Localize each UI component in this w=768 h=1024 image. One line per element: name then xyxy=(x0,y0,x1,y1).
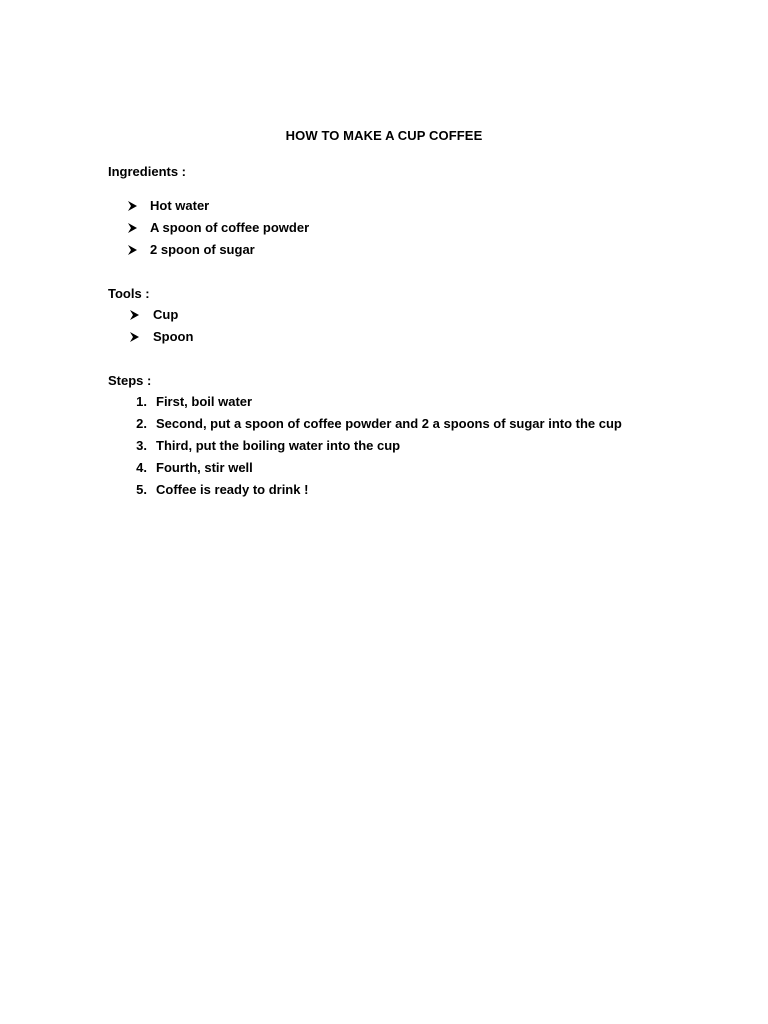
ingredient-label: 2 spoon of sugar xyxy=(150,242,255,257)
ingredient-label: Hot water xyxy=(150,198,210,213)
step-text: Coffee is ready to drink ! xyxy=(156,482,309,497)
tools-heading: Tools : xyxy=(108,286,150,301)
step-text: First, boil water xyxy=(156,394,253,409)
ingredient-label: A spoon of coffee powder xyxy=(150,220,310,235)
arrowhead-bullet-icon xyxy=(128,223,137,233)
arrowhead-bullet-icon xyxy=(130,332,139,342)
tool-label: Spoon xyxy=(153,329,194,344)
arrowhead-bullet-icon xyxy=(128,201,137,211)
arrowhead-bullet-icon xyxy=(130,310,139,320)
steps-heading: Steps : xyxy=(108,373,152,388)
step-number: 4. xyxy=(136,460,147,475)
step-number: 1. xyxy=(136,394,147,409)
step-text: Third, put the boiling water into the cup xyxy=(156,438,401,453)
step-text: Second, put a spoon of coffee powder and 2 a spoons of sugar into the cup xyxy=(156,416,622,431)
tool-label: Cup xyxy=(153,307,179,322)
arrowhead-bullet-icon xyxy=(128,245,137,255)
ingredients-heading: Ingredients : xyxy=(108,164,187,179)
step-number: 3. xyxy=(136,438,147,453)
step-text: Fourth, stir well xyxy=(156,460,253,475)
step-number: 5. xyxy=(136,482,147,497)
step-number: 2. xyxy=(136,416,147,431)
document-title: HOW TO MAKE A CUP COFFEE xyxy=(285,128,483,143)
